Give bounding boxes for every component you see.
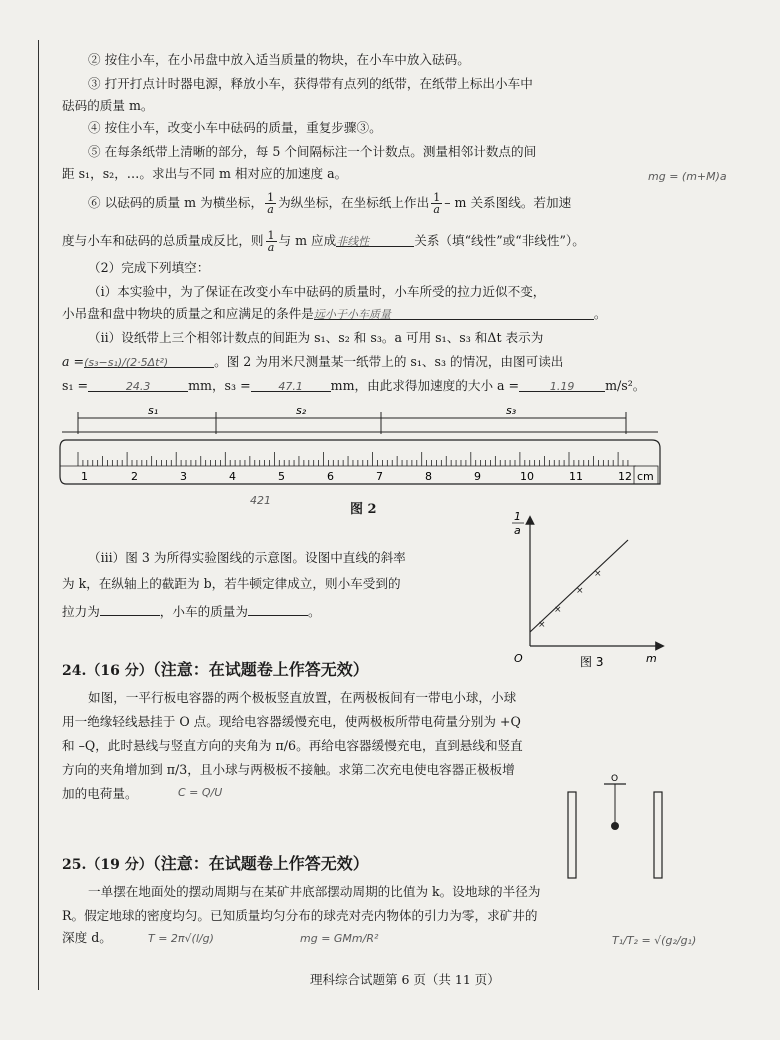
handwritten-note: 421 bbox=[250, 494, 271, 507]
part2-ii-line2: a =(s₃−s₁)/(2·5Δt²) 。图 2 为用米尺测量某一纸带上的 s₁、s₃ 的情况，由图可读出 bbox=[62, 354, 564, 369]
svg-text:×: × bbox=[576, 586, 584, 596]
ruler-label: 6 bbox=[327, 470, 334, 483]
q24-line1: 如图，一平行板电容器的两个极板竖直放置，在两极板间有一带电小球，小球 bbox=[88, 690, 517, 705]
s2-label: s₂ bbox=[296, 404, 307, 417]
q24-line4: 方向的夹角增加到 π/3，且小球与两极板不接触。求第二次充电使电容器正极板增 bbox=[62, 762, 515, 777]
interval-markers bbox=[78, 412, 626, 434]
figure3-caption: 图 3 bbox=[580, 655, 604, 669]
step-5-line2: 距 s₁，s₂，…。求出与不同 m 相对应的加速度 a。 bbox=[62, 166, 348, 181]
x-label: m bbox=[646, 652, 657, 665]
svg-text:×: × bbox=[554, 605, 562, 615]
handwritten-note: T = 2π√(l/g) bbox=[148, 932, 214, 945]
part2-iii-line1: （iii）图 3 为所得实验图线的示意图。设图中直线的斜率 bbox=[88, 550, 406, 565]
step-4: ④ 按住小车，改变小车中砝码的质量，重复步骤③。 bbox=[88, 120, 382, 135]
ruler-label: 2 bbox=[131, 470, 138, 483]
handwritten-note: mg = GMm/R² bbox=[300, 932, 379, 945]
y-label-num: 1 bbox=[514, 510, 521, 523]
step-3-line1: ③ 打开打点计时器电源，释放小车，获得带有点列的纸带，在纸带上标出小车中 bbox=[88, 76, 533, 91]
part2-i-line1: （i）本实验中，为了保证在改变小车中砝码的质量时，小车所受的拉力近似不变， bbox=[88, 284, 546, 299]
capacitor-figure bbox=[560, 772, 670, 882]
step-6-line2: 度与小车和砝码的总质量成反比，则 $\frac{1}{a}$ 与 m 应成非线性 关系（填“线性”或“非线性”）。 bbox=[62, 229, 585, 254]
q25-line2: R。假定地球的密度均匀。已知质量均匀分布的球壳对壳内物体的引力为零，求矿井的 bbox=[62, 908, 538, 923]
q25-number: 25.（19 分） bbox=[62, 857, 153, 873]
ruler-label: 5 bbox=[278, 470, 285, 483]
data-points bbox=[538, 569, 602, 630]
answer-blank-s3[interactable]: 47.1 bbox=[251, 378, 331, 392]
s1-label: s₁ bbox=[148, 404, 159, 417]
svg-text:×: × bbox=[594, 569, 602, 579]
part2-title: （2）完成下列填空： bbox=[88, 260, 210, 275]
binding-margin-line bbox=[38, 40, 39, 990]
answer-blank-force[interactable] bbox=[100, 602, 160, 616]
page-footer: 理科综合试题第 6 页（共 11 页） bbox=[310, 972, 500, 987]
q24-line3: 和 –Q，此时悬线与竖直方向的夹角为 π/6。再给电容器缓慢充电，直到悬线和竖直 bbox=[62, 738, 523, 753]
svg-text:×: × bbox=[538, 620, 546, 630]
answer-blank-condition[interactable]: 远小于小车质量 bbox=[314, 306, 594, 320]
ruler-label: 8 bbox=[425, 470, 432, 483]
answer-blank-mass[interactable] bbox=[248, 602, 308, 616]
step-6-part3: – m 关系图线。若加速 bbox=[444, 195, 572, 210]
left-plate bbox=[568, 792, 576, 878]
part2-iii-line3: 拉力为 ，小车的质量为 。 bbox=[62, 604, 321, 619]
part2-i-line2: 小吊盘和盘中物块的质量之和应满足的条件是远小于小车质量 。 bbox=[62, 306, 607, 321]
ruler-label: 12 bbox=[618, 470, 632, 483]
ruler-label: 1 bbox=[81, 470, 88, 483]
step-6-part2: 为纵坐标，在坐标纸上作出 bbox=[278, 195, 430, 210]
step-2: ② 按住小车，在小吊盘中放入适当质量的物块，在小车中放入砝码。 bbox=[88, 52, 470, 67]
fraction-one-over-a: $\frac{1}{a}$ bbox=[267, 191, 275, 216]
q24-notice: （注意：在试题卷上作答无效） bbox=[152, 660, 369, 679]
ruler-label: 10 bbox=[520, 470, 534, 483]
ruler-ticks bbox=[78, 452, 628, 466]
origin-label: O bbox=[514, 652, 523, 665]
q25-heading bbox=[62, 856, 369, 873]
ruler-labels bbox=[81, 470, 632, 483]
step-6-part1: ⑥ 以砝码的质量 m 为横坐标， bbox=[88, 195, 264, 210]
part2-iii-line2: 为 k，在纵轴上的截距为 b，若牛顿定律成立，则小车受到的 bbox=[62, 576, 401, 591]
handwritten-note: C = Q/U bbox=[178, 786, 223, 799]
charged-ball bbox=[611, 822, 619, 830]
ruler-figure bbox=[56, 404, 666, 494]
ruler-label: 11 bbox=[569, 470, 583, 483]
q25-line3: 深度 d。 bbox=[62, 930, 112, 945]
q24-line2: 用一绝缘轻线悬挂于 O 点。现给电容器缓慢充电，使两极板所带电荷量分别为 +Q bbox=[62, 714, 521, 729]
ruler-label: 3 bbox=[180, 470, 187, 483]
step-5-line1: ⑤ 在每条纸带上清晰的部分，每 5 个间隔标注一个计数点。测量相邻计数点的间 bbox=[88, 144, 537, 159]
part2-ii-line1: （ii）设纸带上三个相邻计数点的间距为 s₁、s₂ 和 s₃。a 可用 s₁、s₃ 和Δt 表示为 bbox=[88, 330, 544, 345]
ruler-label: 7 bbox=[376, 470, 383, 483]
figure3-graph bbox=[500, 506, 670, 670]
pivot-label: O bbox=[611, 774, 619, 784]
y-label-den: a bbox=[514, 524, 521, 537]
ruler-label: 4 bbox=[229, 470, 236, 483]
fraction-one-over-a: $\frac{1}{a}$ bbox=[433, 191, 441, 216]
handwritten-note: T₁/T₂ = √(g₂/g₁) bbox=[612, 934, 697, 947]
answer-blank-s1[interactable]: 24.3 bbox=[88, 378, 188, 392]
q24-line5: 加的电荷量。 bbox=[62, 786, 138, 801]
answer-blank-linearity[interactable]: 非线性 bbox=[336, 233, 414, 247]
ruler-label: 9 bbox=[474, 470, 481, 483]
step-3-line2: 砝码的质量 m。 bbox=[62, 98, 154, 113]
q24-number: 24.（16 分） bbox=[62, 663, 153, 679]
right-plate bbox=[654, 792, 662, 878]
fraction-one-over-a: $\frac{1}{a}$ bbox=[267, 229, 275, 254]
figure2-caption: 图 2 bbox=[350, 502, 377, 517]
answer-blank-a-expression[interactable]: (s₃−s₁)/(2·5Δt²) bbox=[84, 354, 214, 368]
q24-heading bbox=[62, 662, 369, 679]
ruler-unit: cm bbox=[637, 470, 654, 483]
q25-line1: 一单摆在地面处的摆动周期与在某矿井底部摆动周期的比值为 k。设地球的半径为 bbox=[88, 884, 541, 899]
s3-label: s₃ bbox=[506, 404, 517, 417]
answer-blank-acceleration[interactable]: 1.19 bbox=[519, 378, 605, 392]
step-6-line1 bbox=[88, 192, 571, 215]
q25-notice: （注意：在试题卷上作答无效） bbox=[152, 854, 369, 873]
part2-ii-line3: s₁ = 24.3 mm，s₃ = 47.1 mm，由此求得加速度的大小 a = 1.19 m/s²。 bbox=[62, 378, 646, 393]
handwritten-note: mg = (m+M)a bbox=[648, 170, 727, 183]
